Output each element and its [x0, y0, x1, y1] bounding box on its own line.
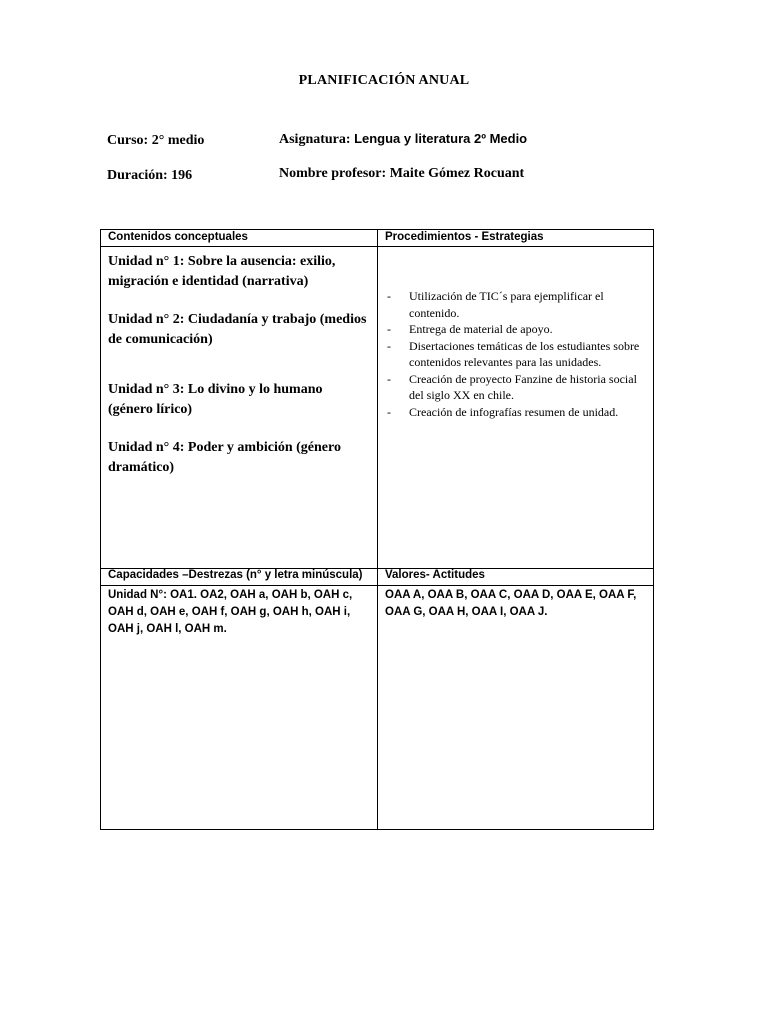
bullet-dash: - [387, 289, 391, 303]
curso-label: Curso: [107, 133, 149, 148]
unit-text: Lo divino y lo humano (género lírico) [108, 382, 323, 417]
unit-text: Ciudadanía y trabajo (medios de comunicación) [108, 312, 367, 347]
procedimiento-text: Creación de proyecto Fanzine de historia social del siglo XX en chile. [409, 371, 637, 402]
units-list [108, 252, 370, 496]
column-divider [377, 230, 378, 829]
profesor-label: Nombre profesor: [279, 166, 387, 181]
unit-item [108, 252, 370, 292]
asignatura-label: Asignatura: [279, 132, 351, 147]
bullet-dash: - [387, 338, 391, 353]
valores-text: OAA A, OAA B, OAA C, OAA D, OAA E, OAA F, OAA G, OAA H, OAA I, OAA J. [385, 589, 637, 618]
curso-value: 2° medio [151, 133, 205, 148]
duracion-field [107, 168, 192, 184]
procedimiento-item [385, 404, 645, 421]
unit-text: Poder y ambición (género dramático) [108, 440, 341, 475]
unit-text: Sobre la ausencia: exilio, migración e identidad (narrativa) [108, 254, 336, 289]
procedimiento-text: Entrega de material de apoyo. [409, 322, 553, 336]
document-title: PLANIFICACIÓN ANUAL [298, 73, 470, 88]
duracion-label: Duración: [107, 168, 168, 183]
bullet-dash: - [387, 322, 391, 336]
asignatura-field [279, 131, 527, 148]
bullet-dash: - [387, 404, 391, 419]
planning-table [100, 229, 654, 830]
bullet-dash: - [387, 371, 391, 386]
procedimiento-text: Utilización de TIC´s para ejemplificar el contenido. [409, 289, 604, 320]
unit-item [108, 380, 370, 420]
asignatura-value: Lengua y literatura 2º Medio [354, 131, 528, 146]
procedimientos-list [385, 288, 645, 420]
curso-field [107, 133, 204, 149]
procedimiento-text: Disertaciones temáticas de los estudiantes sobre contenidos relevantes para las unidades. [409, 338, 640, 369]
procedimiento-item [385, 321, 645, 338]
contenidos-header: Contenidos conceptuales [108, 231, 248, 243]
profesor-field [279, 166, 524, 182]
procedimiento-text: Creación de infografías resumen de unidad. [409, 404, 619, 419]
procedimiento-item [385, 288, 645, 321]
procedimientos-header: Procedimientos - Estrategias [385, 231, 544, 243]
capacidades-text: Unidad N°: OA1. OA2, OAH a, OAH b, OAH c, OAH d, OAH e, OAH f, OAH g, OAH h, OAH i, OAH j, OAH l, OAH m. [108, 589, 353, 635]
capacidades-header: Capacidades –Destrezas (n° y letra minúscula) [108, 569, 363, 581]
unit-item [108, 438, 370, 478]
profesor-value: Maite Gómez Rocuant [389, 166, 525, 181]
duracion-value: 196 [171, 168, 193, 183]
unit-item [108, 310, 370, 350]
unit-label: Unidad n° 2: [108, 312, 185, 327]
procedimiento-item [385, 371, 645, 404]
procedimiento-item [385, 338, 645, 371]
unit-label: Unidad n° 1: [108, 254, 185, 269]
unit-label: Unidad n° 3: [108, 382, 185, 397]
valores-header: Valores- Actitudes [385, 569, 485, 581]
unit-label: Unidad n° 4: [108, 440, 185, 455]
